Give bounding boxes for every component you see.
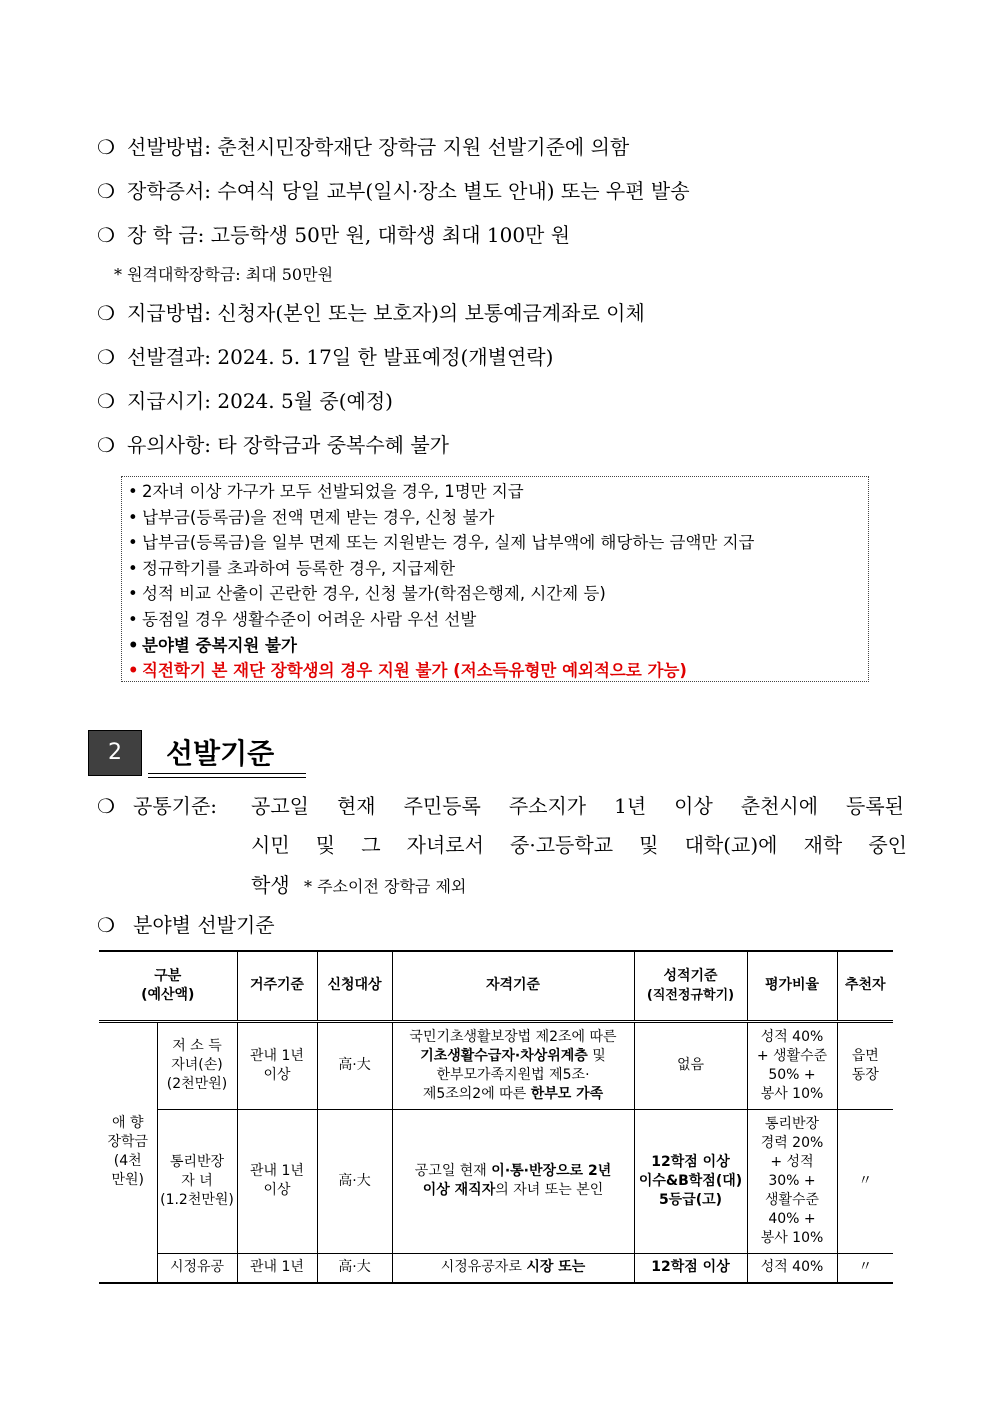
item-cautions [97, 429, 449, 458]
common-criteria-text-3: 학생 [251, 873, 290, 897]
bullet-icon: • [128, 558, 138, 578]
cell-ratio: 성적 40% [747, 1253, 837, 1283]
section-title: 선발기준 [166, 737, 275, 770]
common-criteria-text-2: 시민 및 그 자녀로서 중·고등학교 및 대학(교)에 재학 중인 [251, 833, 907, 857]
cell-target: 高·大 [317, 1021, 392, 1109]
item-text: 장 학 금: 고등학생 50만 원, 대학생 최대 100만 원 [127, 223, 571, 247]
bullet-icon: • [128, 507, 138, 527]
notice-box [121, 476, 869, 682]
common-criteria-text-1: 공고일 현재 주민등록 주소지가 1년 이상 춘천시에 등록된 [251, 794, 904, 818]
common-criteria-line1 [97, 790, 904, 819]
header-ratio: 평가비율 [747, 951, 837, 1021]
table-row [99, 1109, 893, 1253]
bullet-icon: • [128, 584, 138, 604]
notice-item: • 성적 비교 산출이 곤란한 경우, 신청 불가(학점은행제, 시간제 등) [128, 581, 868, 607]
cell-residence: 관내 1년 이상 [237, 1109, 317, 1253]
common-criteria-label: 공통기준: [133, 794, 218, 818]
cell-recommender: 읍면 동장 [837, 1021, 893, 1109]
item-selection-method [97, 131, 629, 160]
cell-recommender: 〃 [837, 1109, 893, 1253]
bullet-icon: • [128, 661, 139, 681]
notice-item: • 납부금(등록금)을 일부 면제 또는 지원받는 경우, 실제 납부액에 해당하는 금액만 지급 [128, 530, 868, 556]
item-text: 지급방법: 신청자(본인 또는 보호자)의 보통예금계좌로 이체 [127, 301, 645, 325]
circle-bullet-icon: ❍ [97, 223, 115, 247]
circle-bullet-icon: ❍ [97, 345, 115, 369]
circle-bullet-icon: ❍ [97, 913, 115, 937]
header-residence: 거주기준 [237, 951, 317, 1021]
cell-category: 통리반장 자 녀 (1.2천만원) [157, 1109, 237, 1253]
item-payment-time [97, 385, 393, 414]
notice-item: • 동점일 경우 생활수준이 어려운 사람 우선 선발 [128, 607, 868, 633]
cell-residence: 관내 1년 [237, 1253, 317, 1283]
cell-category: 시정유공 [157, 1253, 237, 1283]
criteria-table [99, 950, 893, 1284]
bullet-icon: • [128, 533, 138, 553]
notice-item: • 정규학기를 초과하여 등록한 경우, 지급제한 [128, 556, 868, 582]
field-criteria-heading [97, 909, 275, 938]
item-text: 유의사항: 타 장학금과 중복수혜 불가 [127, 433, 449, 457]
cell-qualification: 국민기초생활보장법 제2조에 따른 기초생활수급자·차상위계층 및 한부모가족지원법 제5조· 제5조의2에 따른 한부모 가족 [392, 1021, 634, 1109]
cell-recommender: 〃 [837, 1253, 893, 1283]
table-row [99, 1021, 893, 1109]
circle-bullet-icon: ❍ [97, 433, 115, 457]
address-transfer-note: * 주소이전 장학금 제외 [304, 877, 467, 896]
circle-bullet-icon: ❍ [97, 135, 115, 159]
header-grade: 성적기준 (직전정규학기) [634, 951, 747, 1021]
cell-grade: 12학점 이상 [634, 1253, 747, 1283]
cell-qualification: 공고일 현재 이·통·반장으로 2년 이상 재직자의 자녀 또는 본인 [392, 1109, 634, 1253]
cell-grade: 12학점 이상 이수&B학점(대) 5등급(고) [634, 1109, 747, 1253]
circle-bullet-icon: ❍ [97, 179, 115, 203]
item-text: 지급시기: 2024. 5월 중(예정) [127, 389, 393, 413]
item-certificate [97, 175, 690, 204]
common-criteria-line3 [251, 869, 466, 898]
item-payment-method [97, 297, 645, 326]
cell-residence: 관내 1년 이상 [237, 1021, 317, 1109]
table-row [99, 1253, 893, 1283]
notice-item: • 2자녀 이상 가구가 모두 선발되었을 경우, 1명만 지급 [128, 479, 868, 505]
header-target: 신청대상 [317, 951, 392, 1021]
cell-ratio: 성적 40% + 생활수준 50% + 봉사 10% [747, 1021, 837, 1109]
notice-item: • 납부금(등록금)을 전액 면제 받는 경우, 신청 불가 [128, 505, 868, 531]
cell-target: 高·大 [317, 1253, 392, 1283]
item-text: 선발방법: 춘천시민장학재단 장학금 지원 선발기준에 의함 [127, 135, 630, 159]
notice-item-red: • 직전학기 본 재단 장학생의 경우 지원 불가 (저소득유형만 예외적으로 가능) [128, 658, 868, 684]
cell-ratio: 통리반장 경력 20% + 성적 30% + 생활수준 40% + 봉사 10% [747, 1109, 837, 1253]
field-criteria-text: 분야별 선발기준 [133, 913, 275, 937]
cell-category: 저 소 득 자녀(손) (2천만원) [157, 1021, 237, 1109]
circle-bullet-icon: ❍ [97, 794, 115, 818]
item-scholarship-amount [97, 219, 570, 248]
cell-grade: 없음 [634, 1021, 747, 1109]
bullet-icon: • [128, 635, 139, 655]
circle-bullet-icon: ❍ [97, 301, 115, 325]
group-aehyang: 애 향 장학금 (4천 만원) [99, 1021, 157, 1283]
table-header-row [99, 951, 893, 1021]
item-selection-result [97, 341, 553, 370]
circle-bullet-icon: ❍ [97, 389, 115, 413]
remote-univ-note: * 원격대학장학금: 최대 50만원 [114, 265, 334, 284]
bullet-icon: • [128, 482, 138, 501]
notice-item-bold: • 분야별 중복지원 불가 [128, 633, 868, 659]
header-category: 구분 (예산액) [99, 951, 237, 1021]
item-text: 장학증서: 수여식 당일 교부(일시·장소 별도 안내) 또는 우편 발송 [127, 179, 690, 203]
cell-target: 高·大 [317, 1109, 392, 1253]
header-recommender: 추천자 [837, 951, 893, 1021]
section-title-underline [148, 773, 306, 778]
item-text: 선발결과: 2024. 5. 17일 한 발표예정(개별연락) [127, 345, 554, 369]
common-criteria-line2 [251, 829, 907, 858]
section-number: 2 [88, 730, 142, 776]
cell-qualification: 시정유공자로 시장 또는 [392, 1253, 634, 1283]
bullet-icon: • [128, 609, 138, 629]
header-qualification: 자격기준 [392, 951, 634, 1021]
